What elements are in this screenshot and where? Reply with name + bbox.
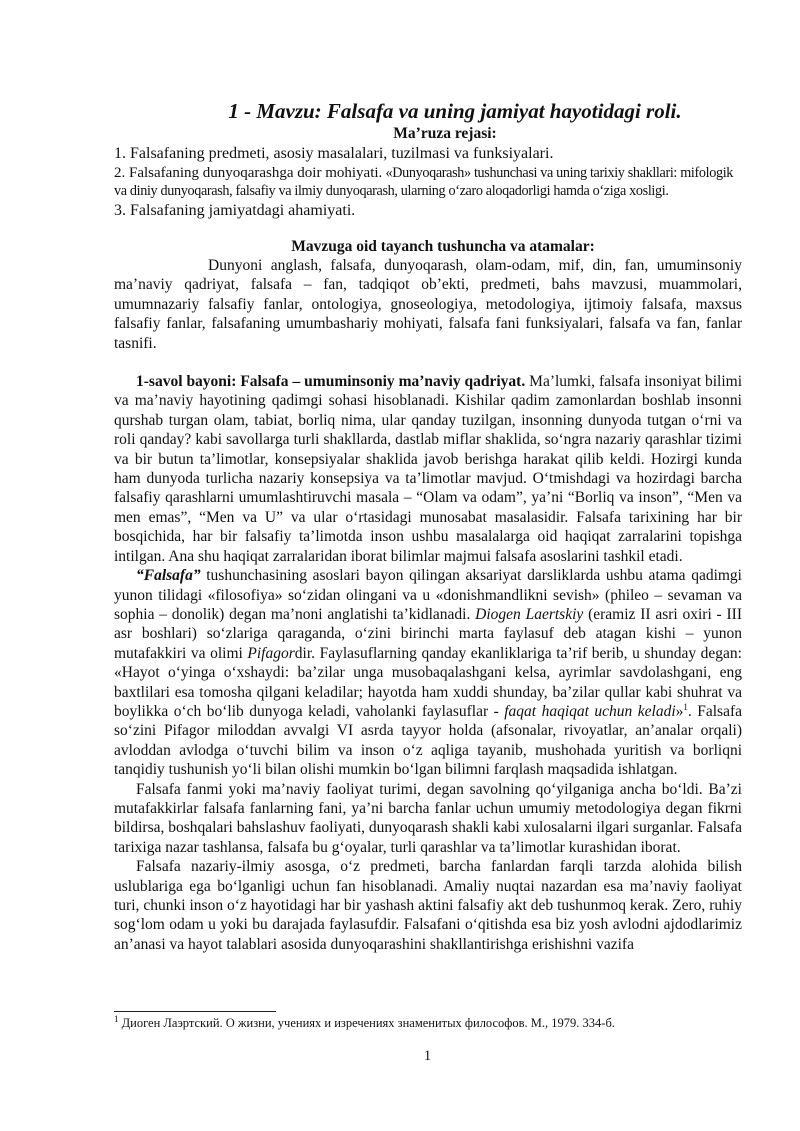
diogen-name: Diogen Laertskiy bbox=[475, 605, 584, 623]
footnote-text: Диоген Лаэртский. О жизни, учениях и изречениях знаменитых философов. М., 1979. 334-б. bbox=[118, 1016, 615, 1030]
plan-item-2 bbox=[114, 164, 742, 200]
document-title: 1 - Mavzu: Falsafa va uning jamiyat hayotidagi roli. bbox=[228, 99, 682, 123]
plan-item-3: 3. Falsafaning jamiyatdagi ahamiyati. bbox=[114, 202, 356, 219]
quote-italic: faqat haqiqat uchun keladi bbox=[504, 702, 676, 720]
terms-heading: Mavzuga oid tayanch tushuncha va atamalar: bbox=[291, 238, 595, 255]
footnote-divider bbox=[114, 1011, 276, 1012]
falsafa-term: “Falsafa” bbox=[136, 567, 201, 585]
footnote-mark: 1 bbox=[114, 1013, 119, 1024]
page-number: 1 bbox=[423, 1048, 432, 1064]
section-1-text: Ma’lumki, falsafa insoniyat bilimi va ma’naviy hayotining qadimgi sohasi hisoblanadi. Kishilar qadim zamonlardan boshlab insonni qurshab turgan olam, tabiat, borliq nima, ular qanday tuzilgan, insonning dunyoda tutgan o‘rni va roli qanday? kabi savollarga turli shakllarda, dastlab miflar shaklida, so‘ngra nazariy qarashlar tizimi va bir butun ta’limotlar, konsepsiyalar shaklida javob berishga harakat qilib keldi. Hozirgi kunda ham dunyoda turlicha nazariy konsepsiya va ta’limotlar mavjud. O‘tmishdagi va hozirdagi barcha falsafiy qarashlarni umumlashtiruvchi masala – “Olam va odam”, ya’ni “Borliq va inson”, “Men va men emas”, “Men va U” va ular o‘rtasidagi munosabat masalasidir. Falsafa tarixining har bir bosqichida, har bir falsafiy ta’limotda inson ushbu masalalarga oid haqiqat zarralarini topishga intilgan. Ana shu haqiqat zarralaridan iborat bilimlar majmui falsafa asoslarini tashkil etadi. bbox=[114, 373, 742, 565]
falsafa-term-paragraph bbox=[114, 566, 742, 779]
paragraph-2-part-1: tushunchasining asoslari bayon qilingan aksariyat darsliklarda ushbu atama qadimgi yunon tilidagi «filosofiya» so‘zidan olingani va u «donishmandlikni sevish» (phileo – sevaman va sophia – donolik) degan ma’noni anglatishi ta’kidlanadi. bbox=[114, 567, 742, 623]
section-1-heading: 1-savol bayoni: Falsafa – umuminsoniy ma’naviy qadriyat. bbox=[136, 373, 526, 391]
paragraph-2-part-2: (eramiz II asri oxiri - III asr boshlari) so‘zlariga qaraganda, o‘zini birinchi marta faylasuf deb atagan kishi – yunon mutafakkiri va olimi bbox=[114, 605, 743, 662]
footnote-reference[interactable]: 1 bbox=[683, 701, 688, 712]
footnote bbox=[114, 1013, 744, 1031]
quote-close: » bbox=[675, 702, 684, 720]
paragraph-4: Falsafa nazariy-ilmiy asosga, o‘z predmeti, barcha fanlardan farqli tarzda alohida bilish uslublariga ega bo‘lganligi uchun fan hisoblanadi. Amaliy nuqtai nazardan esa ma’naviy faoliyat turi, chunki inson o‘z hayotidagi har bir yashash aktini falsafiy akt deb tushunmoq kerak. Zero, ruhiy sog‘lom odam u yoki bu darajada faylasufdir. Falsafani o‘qitishda esa biz yosh avlodni ajdodlarimiz an’anasi va hayot talablari asosida dunyoqarashini shakllantirishga erishishni vazifa bbox=[114, 858, 742, 953]
section-1-paragraph bbox=[114, 372, 742, 566]
paragraph-2-part-3: dir. Faylasuflarning qanday ekanliklariga ta’rif berib, u shunday degan: «Hayot o‘yinga o‘xshaydi: ba’zilar unga musobaqalashgani kelsa, ayrimlar savdolashgani, eng baxtlilari esa tomosha qilgani keladilar; hayotda ham xuddi shunday, ba’zilar qullar kabi shuhrat va boylikka o‘ch bo‘lib dunyoga keladi, vaholanki faylasuflar - bbox=[114, 644, 742, 720]
paragraph-3: Falsafa fanmi yoki ma’naviy faoliyat turimi, degan savolning qo‘yilganiga ancha bo‘ldi. Ba’zi mutafakkirlar falsafa fanlarning fani, ya’ni barcha fanlar uchun umumiy metodologiya degan fikrni bildirsa, boshqalari bahslashuv faoliyati, dunyoqarash shakli kabi xulosalarni ilgari surganlar. Falsafa tarixiga nazar tashlansa, falsafa bu g‘oyalar, turli qarashlar va ta’limotlar kurashidan iborat. bbox=[114, 780, 742, 856]
terms-body: Dunyoni anglash, falsafa, dunyoqarash, olam-odam, mif, din, fan, umuminsoniy ma’naviy qadriyat, falsafa – fan, tadqiqot ob’ekti, predmeti, bahs mavzusi, muammolari, umumnazariy falsafiy fanlar, ontologiya, gnoseologiya, metodologiya, ijtimoiy falsafa, maxsus falsafiy fanlar, falsafaning umumbashariy mohiyati, falsafa fani funksiyalari, falsafa va fan, fanlar tasnifi. bbox=[114, 257, 742, 352]
pifagor-name: Pifagor bbox=[247, 644, 295, 662]
document-page bbox=[114, 98, 742, 954]
plan-item-2-rest: «Dunyoqarash» tushunchasi va uning tarixiy shakllari: mifologik va diniy dunyoqarash, falsafiy va ilmiy dunyoqarash, ularning o‘zaro aloqadorligi hamda o‘ziga xosligi. bbox=[114, 165, 734, 199]
plan-item-1: 1. Falsafaning predmeti, asosiy masalalari, tuzilmasi va funksiyalari. bbox=[114, 145, 554, 162]
paragraph-2-part-4: . Falsafa so‘zini Pifagor miloddan avvalgi VI asrda tayyor holda (afsonalar, rivoyatlar, an’analar orqali) avloddan avlodga o‘tuvchi bilim va inson o‘z aqliga tayanib, mushohada yuritish va borliqni tanqidiy tushunish yo‘li bilan olishi mumkin bo‘lgan bilimni farqlash maqsadida ishlatgan. bbox=[114, 702, 742, 779]
plan-item-2-lead: 2. Falsafaning dunyoqarashga doir mohiyati. bbox=[114, 165, 383, 181]
plan-heading: Ma’ruza rejasi: bbox=[393, 125, 497, 142]
